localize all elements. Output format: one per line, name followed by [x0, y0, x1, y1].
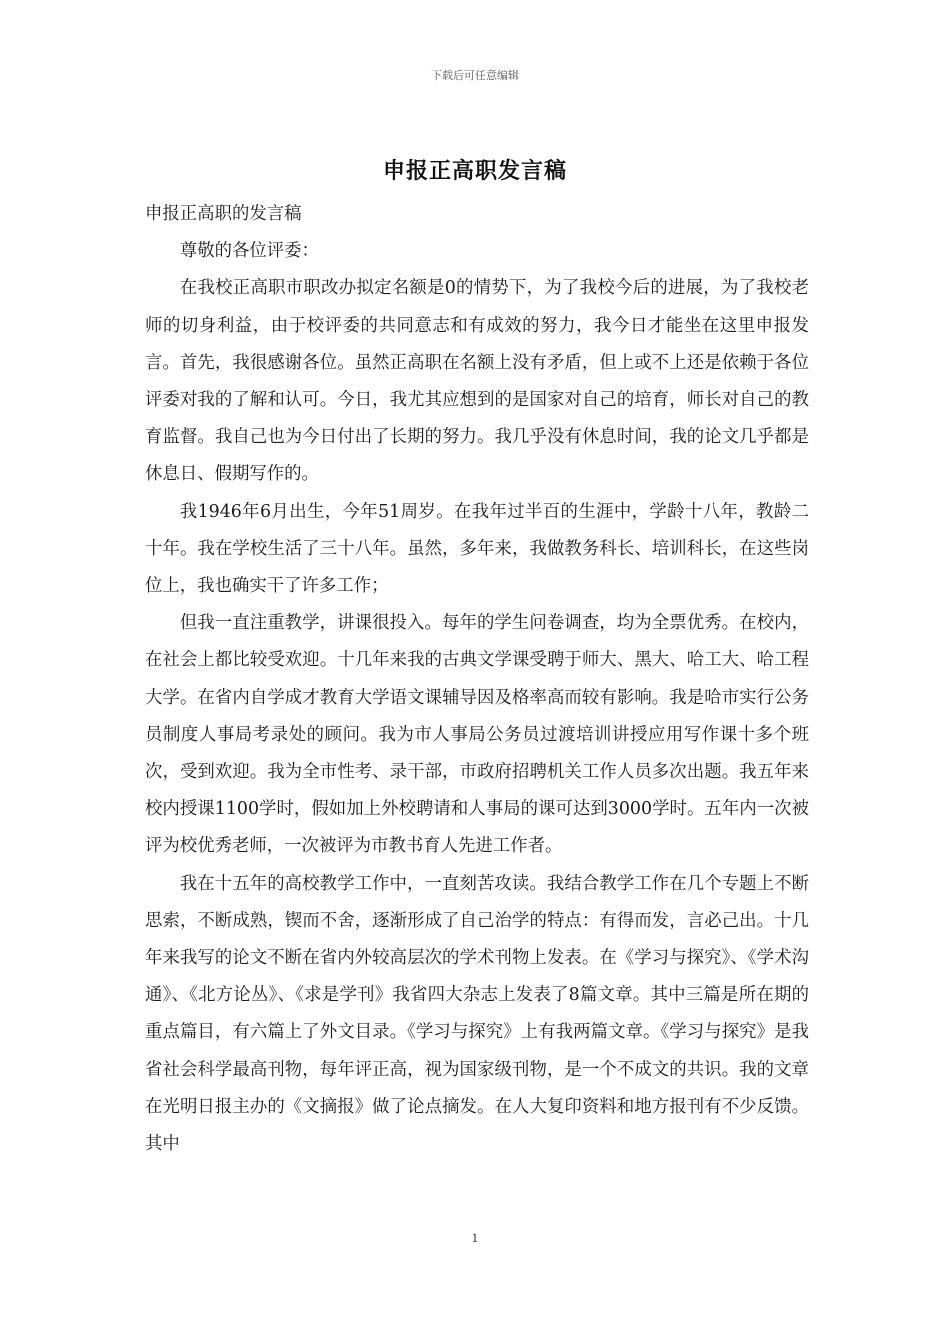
page-number: 1 — [471, 1232, 479, 1245]
paragraph: 在我校正高职市职改办拟定名额是0的情势下，为了我校今后的进展，为了我校老师的切身利益，由于校评委的共同意志和有成效的努力，我今日才能坐在这里申报发言。首先，我很感谢各位。虽然正高职在名额上没有矛盾，但上或不上还是依赖于各位评委对我的了解和认可。今日，我尤其应想到的是国家对自己的培育，师长对自己的教育监督。我自己也为今日付出了长期的努力。我几乎没有休息时间，我的论文几乎都是休息日、假期写作的。 — [145, 278, 809, 485]
paragraph-salutation: 尊敬的各位评委： — [179, 241, 319, 262]
paragraph: 我1946年6月出生，今年51周岁。在我年过半百的生涯中，学龄十八年，教龄二十年。我在学校生活了三十八年。虽然，多年来，我做教务科长、培训科长，在这些岗位上，我也确实干了许多工作； — [145, 501, 809, 597]
paragraph: 但我一直注重教学，讲课很投入。每年的学生问卷调查，均为全票优秀。在校内，在社会上都比较受欢迎。十几年来我的古典文学课受聘于师大、黑大、哈工大、哈工程大学。在省内自学成才教育大学语文课辅导因及格率高而较有影响。我是哈市实行公务员制度人事局考录处的顾问。我为市人事局公务员过渡培训讲授应用写作课十多个班次，受到欢迎。我为全市性考、录干部，市政府招聘机关工作人员多次出题。我五年来校内授课1100学时，假如加上外校聘请和人事局的课可达到3000学时。五年内一次被评为校优秀老师，一次被评为市教书育人先进工作者。 — [145, 613, 809, 857]
document-body — [145, 196, 809, 1163]
paragraph: 我在十五年的高校教学工作中，一直刻苦攻读。我结合教学工作在几个专题上不断思索，不断成熟，锲而不舍，逐渐形成了自己治学的特点：有得而发，言必己出。十几年来我写的论文不断在省内外较高层次的学术刊物上发表。在《学习与探究》、《学术沟通》、《北方论丛》、《求是学刊》我省四大杂志上发表了8篇文章。其中三篇是所在期的重点篇目，有六篇上了外文目录。《学习与探究》上有我两篇文章。《学习与探究》是我省社会科学最高刊物，每年评正高，视为国家级刊物，是一个不成文的共识。我的文章在光明日报主办的《文摘报》做了论点摘发。在人大复印资料和地方报刊有不少反馈。其中 — [145, 873, 809, 1155]
page-header-note: 下载后可任意编辑 — [431, 69, 519, 82]
paragraph-subtitle: 申报正高职的发言稿 — [145, 204, 302, 224]
document-title: 申报正高职发言稿 — [382, 158, 567, 184]
